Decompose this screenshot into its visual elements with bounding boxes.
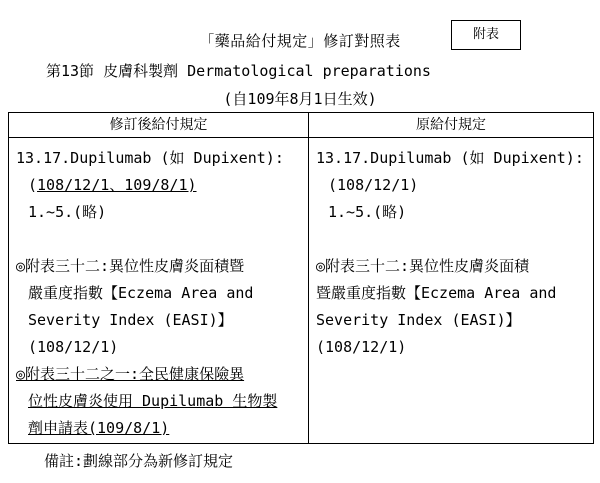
revised-annex32-1-line2: 位性皮膚炎使用 Dupilumab 生物製 [28,392,278,410]
comparison-table [8,112,594,444]
original-annex32-line1: ◎附表三十二:異位性皮膚炎面積 [316,257,530,275]
revised-drug-line: 13.17.Dupilumab (如 Dupixent): [16,149,284,167]
revised-annex32-line2: 嚴重度指數【Eczema Area and [28,284,254,302]
table-row [9,138,594,444]
revised-annex32-1-line1: ◎附表三十二之一:全民健康保險異 [16,365,245,383]
revised-dates-underlined: 108/12/1、109/8/1) [37,176,197,194]
revised-annex32-line3: Severity Index (EASI)】 [28,311,233,329]
revised-dates-open: ( [28,176,38,194]
revised-rule-cell [9,138,309,444]
revised-items-line: 1.~5.(略) [28,203,107,221]
table-header-row [9,113,594,138]
document-title: 「藥品給付規定」修訂對照表 [199,32,401,50]
original-rule-cell [309,138,594,444]
revised-column-header: 修訂後給付規定 [9,113,309,138]
original-annex32-line4: (108/12/1) [316,338,407,356]
revised-dates-line [16,172,301,199]
original-items-line: 1.~5.(略) [328,203,407,221]
original-dates-line: (108/12/1) [328,176,419,194]
revised-annex32-line4: (108/12/1) [28,338,119,356]
effective-date: (自109年8月1日生效) [223,90,377,108]
revised-annex32-1-line3: 劑申請表(109/8/1) [28,419,170,437]
original-annex32-line3: Severity Index (EASI)】 [316,311,521,329]
section-heading: 第13節 皮膚科製劑 Dermatological preparations [46,62,431,80]
footnote: 備註:劃線部分為新修訂規定 [44,452,234,470]
original-annex32-line2: 暨嚴重度指數【Eczema Area and [316,284,557,302]
revised-annex32-line1: ◎附表三十二:異位性皮膚炎面積暨 [16,257,245,275]
original-drug-line: 13.17.Dupilumab (如 Dupixent): [316,149,584,167]
original-column-header: 原給付規定 [309,113,594,138]
attachment-label-box: 附表 [451,20,521,50]
